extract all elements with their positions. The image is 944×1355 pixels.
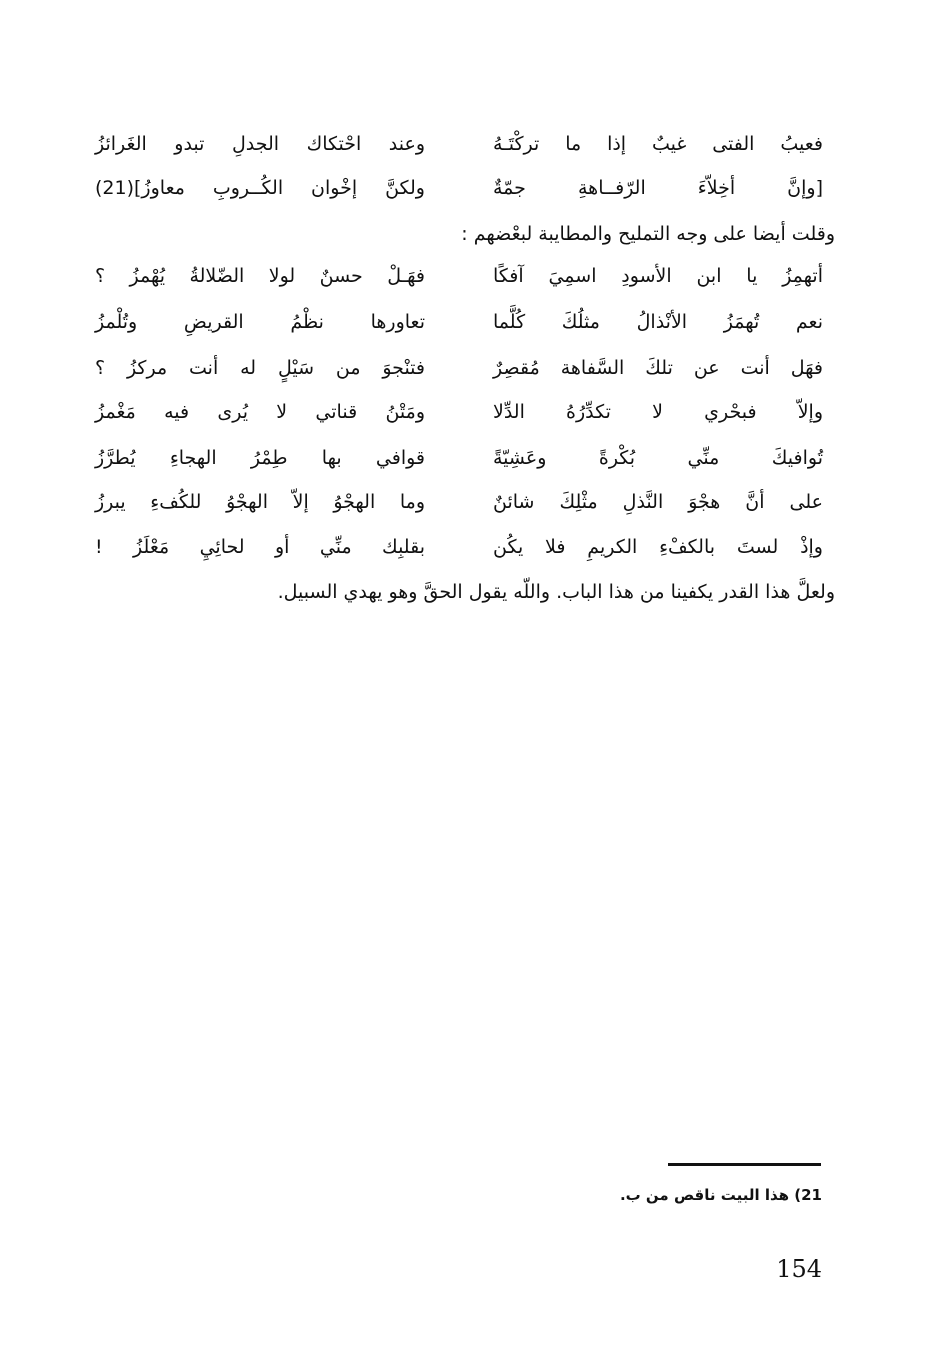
verse-first-half: وإلاّ فبحْري لا تكدِّرُهُ الدِّلا [493,401,823,423]
verse-first-half: وإذْ لستَ بالكفْءِ الكريمِ فلا يكُن [493,536,823,558]
verse-second-half: وما الهجْوُ إلاّ الهجْوُ للكُفءِ يبرزُ [95,491,425,513]
verse-second-half: فتنْجوَ من سَيْلٍ له أنت مركزُ ؟ [95,357,425,379]
verse-second-half: فهَـلْ حسنٌ لولا الضّلالةُ يُهْمزُ ؟ [95,265,425,287]
verse-line [95,392,823,432]
closing-paragraph: ولعلَّ هذا القدر يكفينا من هذا الباب. واللّه يقول الحقَّ وهو يهدي السبيل. [277,581,835,603]
verse-line [95,482,823,522]
verse-line [95,124,823,164]
verse-first-half: فهَل أنت عن تلكَ السَّفاهة مُقصِرٌ [493,357,823,379]
verse-line [95,438,823,478]
verse-line [95,302,823,342]
footnote-text: 21) هذا البيت ناقص من ب. [619,1186,822,1204]
verse-line [95,256,823,296]
verse-first-half: تُوافيكَ منِّي بُكْرةً وعَشِيّةً [493,447,823,469]
footnote-separator [668,1163,821,1166]
verse-second-half: ومَتْنُ قناتي لا يُرى فيه مَغْمزُ [95,401,425,423]
verse-first-half: على أنَّ هجْوَ النَّذلِ مثْلِكَ شائنٌ [493,491,823,513]
verse-second-half: بقلبِك منِّي أو لحائِيِ مَعْلَزُ ! [95,536,425,558]
intro-paragraph: وقلت أيضا على وجه التمليح والمطايبة لبعْضهم : [461,223,835,245]
verse-second-half: قوافي بها طِمْرُ الهجاءِ يُطرَّزُ [95,447,425,469]
verse-first-half: فعيبُ الفتى غيبٌ إذا ما تركْتَـهُ [493,133,823,155]
verse-line [95,168,823,208]
verse-second-half: وعند احْتكاك الجدلِ تبدو الغَرائزُ [95,133,425,155]
verse-first-half: نعم تُهمَزُ الأنْذالُ مثلُكَ كُلَّما [493,311,823,333]
verse-first-half: [وإنَّ أخِلاّءَ الرّفــاهةِ جمّةٌ [493,177,823,199]
verse-line [95,348,823,388]
verse-first-half: أتهمِزُ يا ابن الأسودِ اسمِيَ آفكًا [493,265,823,287]
verse-second-half: ولكنَّ إخْوان الكُــروبِ معاوزُ](21) [95,177,425,199]
page-number: 154 [776,1255,822,1283]
verse-second-half: تعاورها نظْمُ القريضِ وتُلْمزُ [95,311,425,333]
verse-line [95,527,823,567]
